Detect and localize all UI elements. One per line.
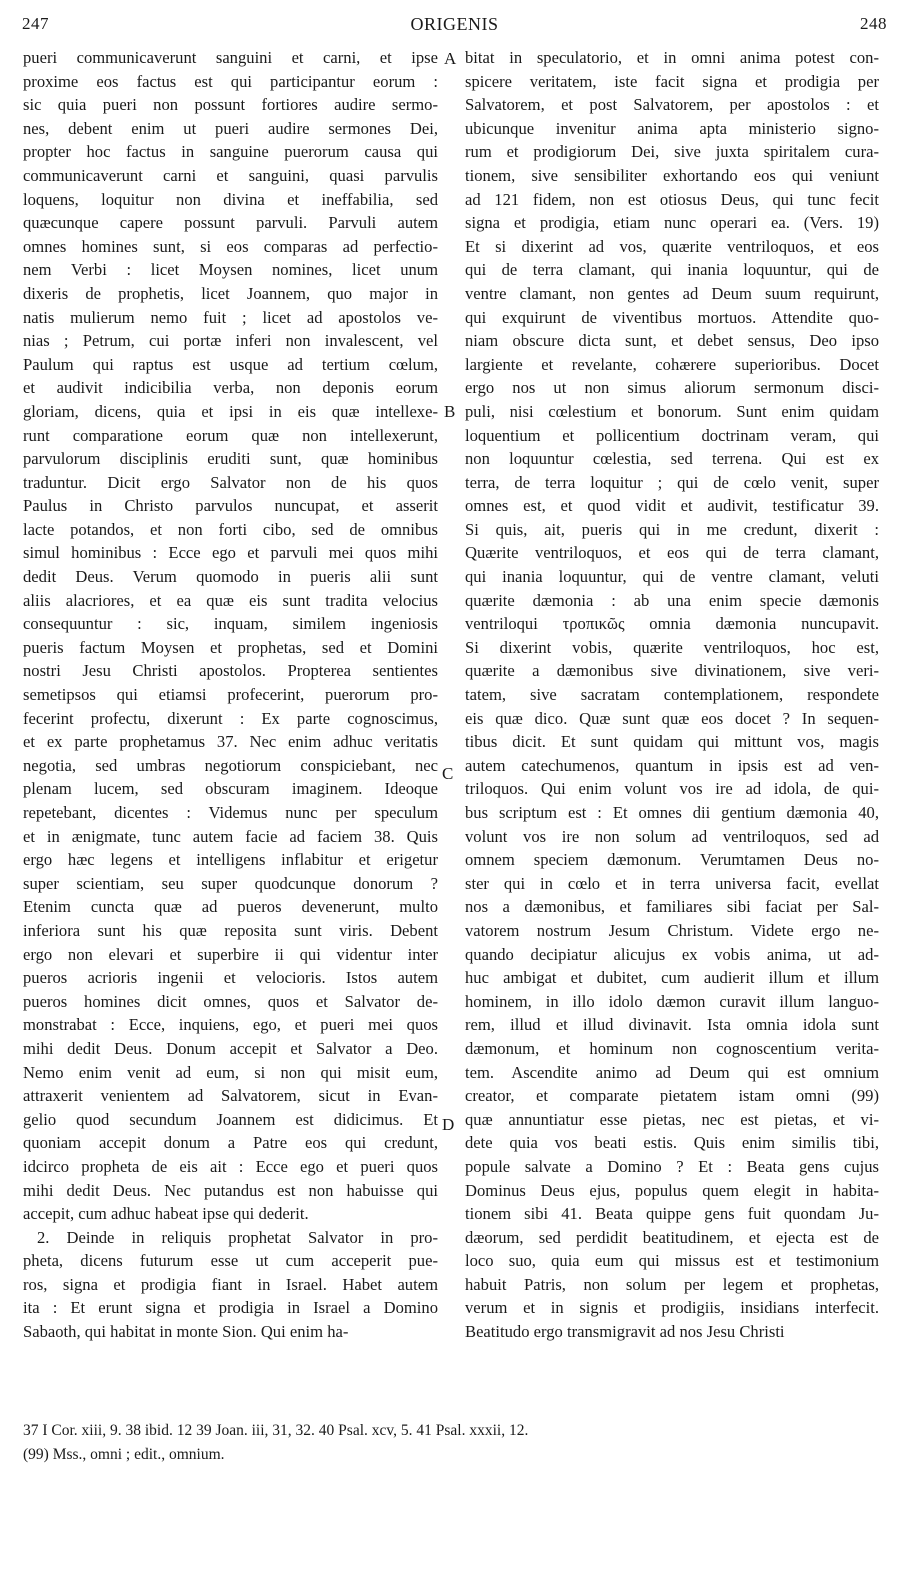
right-column-line: spicere veritatem, iste facit signa et prodigia per bbox=[465, 71, 879, 91]
right-column-line: signa et prodigia, etiam nunc operari ea. (Vers. 19) bbox=[465, 213, 879, 233]
left-column-line: sic quia pueri non possunt fortiores audire sermo- bbox=[23, 95, 438, 115]
right-column-line: ventre clamant, non gentes ad Deum suum requirunt, bbox=[465, 283, 879, 303]
left-column-line: ros, signa et prodigia fiant in Israel. Habet autem bbox=[23, 1274, 438, 1294]
left-column-line: dixeris de prophetis, licet Joannem, quo major in bbox=[23, 283, 438, 303]
page-header bbox=[22, 8, 887, 34]
left-column-line: pueros acrioris ingenii et velocioris. Istos autem bbox=[23, 968, 438, 988]
left-column-line: lacte potandos, et non forti cibo, sed de omnibus bbox=[23, 519, 438, 539]
left-column-line: 2. Deinde in reliquis prophetat Salvator in pro- bbox=[37, 1227, 438, 1247]
right-column-line: qui exquirunt de viventibus mortuos. Attendite quo- bbox=[465, 307, 879, 327]
left-column-line: propter hoc factus in sanguine puerorum causa qui bbox=[23, 142, 438, 162]
right-column-line: quærite a dæmonibus sive divinationem, sive veri- bbox=[465, 661, 879, 681]
right-column-line: quæ annuntiatur esse pietas, nec est pietas, et vi- bbox=[465, 1109, 879, 1129]
footnotes bbox=[23, 1420, 883, 1467]
left-column-line: monstrabat : Ecce, inquiens, ego, et pueri mei quos bbox=[23, 1015, 438, 1035]
left-column-line: quoniam accepit donum a Patre eos qui credunt, bbox=[23, 1133, 438, 1153]
left-column-line: aliis alacriores, et ea quæ eis sunt tradita velocius bbox=[23, 590, 438, 610]
left-column-line: gloriam, dicens, quia et ipsi in eis quæ intellexe- bbox=[23, 401, 438, 421]
right-column-line: omnem speciem dæmonum. Verumtamen Deus no- bbox=[465, 850, 879, 870]
left-column-line: ergo non elevari et superbire ii qui videntur inter bbox=[23, 944, 438, 964]
left-column-line: mihi dedit Deus. Nec putandus est non habuisse qui bbox=[23, 1180, 438, 1200]
left-column-line: et in ænigmate, tunc autem facie ad faciem 38. Quis bbox=[23, 826, 438, 846]
right-column-line: tionem, sive sensibiliter exhortando eos qui veniunt bbox=[465, 165, 879, 185]
left-column-line: pueros homines dicit omnes, quos et Salvator de- bbox=[23, 991, 438, 1011]
left-column-line: pueris factum Moysen et prophetas, sed et Domini bbox=[23, 637, 438, 657]
left-column-line: dedit Deus. Verum quomodo in pueris alii sunt bbox=[23, 567, 438, 587]
left-column-line: loquens, loquitur non divina et ineffabilia, sed bbox=[23, 189, 438, 209]
left-column-line: communicaverunt carni et sanguini, quasi parvulis bbox=[23, 165, 438, 185]
right-column-line: ergo nos ut non simus aliorum sermonum disci- bbox=[465, 378, 879, 398]
right-column-line: hominem, in illo idolo dæmon curavit illum languo- bbox=[465, 991, 879, 1011]
right-column-line: bitat in speculatorio, et in omni anima potest con- bbox=[465, 48, 879, 67]
left-text-column bbox=[23, 46, 438, 1344]
left-column-line: et audivit indicibilia verba, non deponis eorum bbox=[23, 378, 438, 398]
right-column-line: popule salvate a Domino ? Et : Beata gens cujus bbox=[465, 1156, 879, 1176]
left-column-line: omnes homines sunt, si eos comparas ad perfectio- bbox=[23, 236, 438, 256]
left-column-line: fecerint profectu, dixerunt : Ex parte cognoscimus, bbox=[23, 708, 438, 728]
left-column-line: nias ; Petrum, cui portæ inferi non invalescent, vel bbox=[23, 331, 438, 351]
right-column-line: loco suo, quia eum qui missus est et testimonium bbox=[465, 1251, 879, 1271]
left-column-line: Sabaoth, qui habitat in monte Sion. Qui enim ha- bbox=[23, 1322, 349, 1342]
right-column-line: qui inania loquuntur, qui de ventre clamant, veluti bbox=[465, 567, 879, 587]
left-column-line: accepit, cum adhuc habeat ipse qui dederit. bbox=[23, 1204, 309, 1224]
margin-marker-d: D bbox=[442, 1115, 455, 1134]
left-column-line: plenam lucem, sed obscuram imaginem. Ideoque bbox=[23, 779, 438, 799]
right-column-line: habuit Patris, non solum per legem et prophetas, bbox=[465, 1274, 879, 1294]
right-column-line: triloquos. Qui enim volunt vos ire ad idola, de qui- bbox=[465, 779, 879, 799]
right-column-line: ubicunque invenitur anima apta ministerio signo- bbox=[465, 118, 879, 138]
left-column-line: Nemo enim venit ad eum, si non qui misit eum, bbox=[23, 1062, 438, 1082]
right-column-line: Quærite ventriloquos, et eos qui de terra clamant, bbox=[465, 543, 879, 563]
right-column-line: autem catechumenos, quantum in ipsis est ad ven- bbox=[465, 755, 879, 775]
right-column-line: creator, et comparate pietatem istam omni (99) bbox=[465, 1086, 879, 1106]
right-column-line: eis quæ dico. Quæ sunt quæ eos docet ? In sequen- bbox=[465, 708, 879, 728]
left-column-line: quæcunque capere possunt parvuli. Parvuli autem bbox=[23, 213, 438, 233]
right-column-line: qui de terra clamant, qui inania loquuntur, qui de bbox=[465, 260, 879, 280]
left-page-number: 247 bbox=[22, 14, 49, 33]
right-column-line: non loquuntur cœlestia, sed terrena. Qui est ex bbox=[465, 449, 879, 469]
right-column-line: dete quia vos beati estis. Quis enim similis tibi, bbox=[465, 1133, 879, 1153]
left-column-line: gelio quod secundum Joannem est didicimus. Et bbox=[23, 1109, 438, 1129]
running-title: ORIGENIS bbox=[410, 14, 499, 34]
left-column-line: ergo hæc legens et intelligens inflabitur et erigetur bbox=[23, 850, 438, 870]
right-column-line: Beatitudo ergo transmigravit ad nos Jesu Christi bbox=[465, 1322, 785, 1342]
right-column-line: Salvatorem, et post Salvatorem, per apostolos : et bbox=[465, 95, 879, 115]
right-column-line: dæorum, sed perdidit beatitudinem, et ejecta est de bbox=[465, 1227, 879, 1247]
left-column-line: consequuntur : sic, inquam, similem ingeniosis bbox=[23, 614, 438, 634]
left-column-line: idcirco propheta de eis ait : Ecce ego et pueri quos bbox=[23, 1156, 438, 1176]
left-column-line: nes, debent enim ut pueri audire sermones Dei, bbox=[23, 118, 438, 138]
right-column-line: Si quis, ait, pueris qui in me credunt, dixerit : bbox=[465, 519, 879, 539]
right-column-line: rum et prodigiorum Dei, sive juxta spiritalem cura- bbox=[465, 142, 879, 162]
margin-marker-c: C bbox=[442, 764, 454, 783]
right-column-line: volunt vos ire non solum ad ventriloquos, sed ad bbox=[465, 826, 879, 846]
right-column-line: vatorem nostrum Jesum Christum. Videte ergo ne- bbox=[465, 920, 879, 940]
right-column-line: bus scriptum est : Et omnes dii gentium dæmonia 40, bbox=[465, 803, 879, 822]
right-page-number: 248 bbox=[860, 14, 887, 33]
left-column-line: simul hominibus : Ecce ego et parvuli mei quos mihi bbox=[23, 543, 438, 563]
right-column-line: nos a dæmonibus, et familiares sibi faciat per Sal- bbox=[465, 897, 879, 917]
footnote-variant: (99) Mss., omni ; edit., omnium. bbox=[23, 1445, 225, 1463]
right-column-line: tem. Ascendite animo ad Deum qui est omnium bbox=[465, 1062, 879, 1082]
right-column-line: niam obscure dicta sunt, et debet sensus, Deo ipso bbox=[465, 331, 879, 351]
right-column-line: tionem sibi 41. Beata quippe gens fuit quondam Ju- bbox=[465, 1204, 879, 1224]
left-column-line: Paulum qui raptus est usque ad tertium cœlum, bbox=[23, 354, 438, 374]
left-column-line: natis mulierum nemo fuit ; licet ad apostolos ve- bbox=[23, 307, 438, 327]
left-column-line: mihi dedit Deus. Donum accepit et Salvator a Deo. bbox=[23, 1038, 438, 1058]
right-column-line: puli, nisi cœlestium et bonorum. Sunt enim quidam bbox=[465, 401, 879, 421]
left-column-line: proxime eos factus est qui participantur eorum : bbox=[23, 71, 438, 91]
right-column-line: largiente et revelante, cohærere superioribus. Docet bbox=[465, 354, 879, 374]
left-column-line: traduntur. Dicit ergo Salvator non de his quos bbox=[23, 472, 438, 492]
right-column-line: rem, illud et illud divinavit. Ista omnia idola sunt bbox=[465, 1015, 879, 1035]
left-column-line: super scientiam, seu super quodcunque donorum ? bbox=[23, 873, 438, 893]
right-column-line: tatem, sive sacratam contemplationem, respondete bbox=[465, 685, 879, 705]
right-column-line: loquentium et pollicentium doctrinam veram, qui bbox=[465, 425, 879, 445]
left-column-line: negotia, sed umbras negotiorum conspiciebant, nec bbox=[23, 755, 438, 775]
right-column-line: quærite dæmonia : ab una enim specie dæmonis bbox=[465, 590, 879, 610]
left-column-line: nem Verbi : licet Moysen nomines, licet unum bbox=[23, 260, 438, 280]
left-column-line: repetebant, dicentes : Videmus nunc per speculum bbox=[23, 803, 438, 822]
right-column-line: terra, de terra loquitur ; qui de cœlo venit, super bbox=[465, 472, 879, 492]
left-column-line: parvulorum disciplinis eruditi sunt, quæ hominibus bbox=[23, 449, 438, 469]
right-column-line: tibus dicit. Et sunt quidam qui mittunt vos, magis bbox=[465, 732, 879, 752]
left-column-line: ita : Et erunt signa et prodigia in Israel a Domino bbox=[23, 1298, 438, 1318]
right-column-line: omnes est, et quod vidit et audivit, testificatur 39. bbox=[465, 496, 879, 516]
left-column-line: Etenim cuncta quæ ad pueros devenerunt, multo bbox=[23, 897, 438, 917]
left-column-line: attraxerit venientem ad Salvatorem, sicut in Evan- bbox=[23, 1086, 438, 1106]
right-column-line: ad 121 fidem, non est otiosus Deus, qui tunc fecit bbox=[465, 189, 879, 209]
right-column-line: huc ambigat et dubitet, cum audierit illum et illum bbox=[465, 968, 879, 988]
left-column-line: Paulus in Christo parvulos nuncupat, et asserit bbox=[23, 496, 438, 516]
right-column-line: Dominus Deus ejus, populus quem elegit in habita- bbox=[465, 1180, 879, 1200]
right-column-line: ster qui in cœlo et in terra universa facit, evellat bbox=[465, 873, 879, 893]
right-text-column bbox=[465, 46, 879, 1344]
left-column-line: et ex parte prophetamus 37. Nec enim adhuc veritatis bbox=[23, 732, 438, 752]
right-column-line: verum et in signis et prodigiis, insidians interfecit. bbox=[465, 1298, 879, 1318]
left-column-line: pueri communicaverunt sanguini et carni, et ipse bbox=[23, 48, 438, 67]
right-column-line: Et si dixerint ad vos, quærite ventriloquos, et eos bbox=[465, 236, 879, 256]
right-column-line: ventriloqui τροπικῶς omnia dæmonia nuncupavit. bbox=[465, 614, 879, 634]
left-column-line: pheta, dicens futurum esse ut cum acceperit pue- bbox=[23, 1251, 438, 1271]
left-column-line: nostri Jesu Christi apostolos. Propterea sentientes bbox=[23, 661, 438, 681]
right-column-line: Si dixerint vobis, quærite ventriloquos, hoc est, bbox=[465, 637, 879, 657]
right-column-line: quando decipiatur alicujus ex vobis anima, ut ad- bbox=[465, 944, 879, 964]
margin-marker-b: B bbox=[444, 402, 456, 421]
left-column-line: semetipsos qui etiamsi profecerint, puerorum pro- bbox=[23, 685, 438, 705]
left-column-line: inferiora sunt his quæ reposita sunt viris. Debent bbox=[23, 920, 438, 940]
margin-marker-a: A bbox=[444, 49, 457, 68]
footnote-references: 37 I Cor. xiii, 9. 38 ibid. 12 39 Joan. iii, 31, 32. 40 Psal. xcv, 5. 41 Psal. xxxii, 12. bbox=[23, 1422, 529, 1439]
left-column-line: runt comparatione eorum quæ non intellexerunt, bbox=[23, 425, 438, 445]
right-column-line: dæmonum, et hominum non cognoscentium verita- bbox=[465, 1038, 879, 1058]
